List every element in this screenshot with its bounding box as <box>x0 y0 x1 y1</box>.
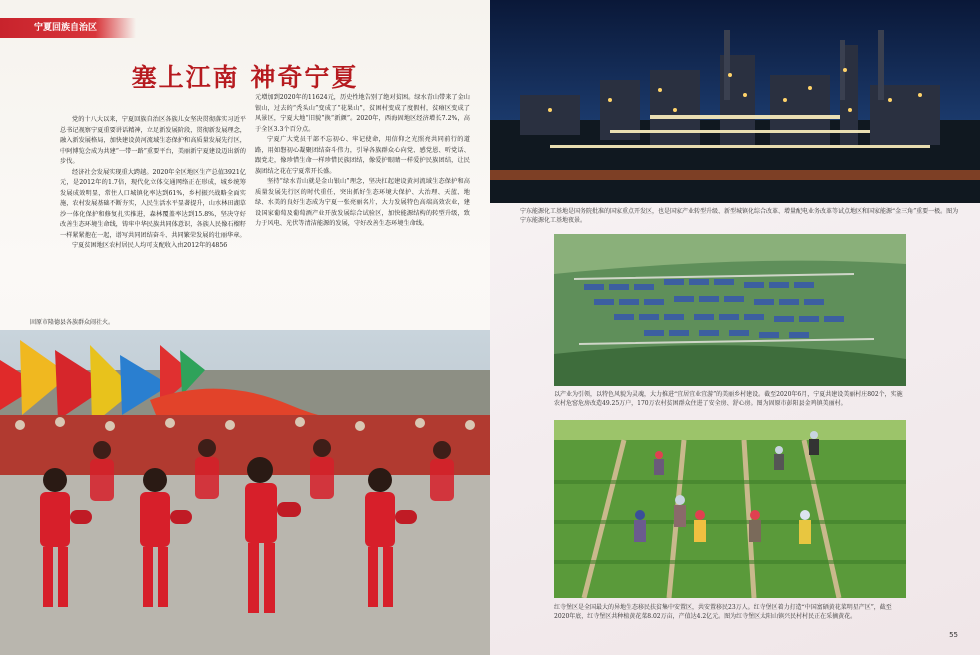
paragraph: 坚持“绿水青山就是金山银山”理念，坚决扛起建设黄河流域生态保护和高质量发展先行区的时代重任，突出抓好生态环境大保护、大治理、天蓝、地绿、水美的良好生态成为宁夏一张亮丽名片，大力发展特色高端高效农业，建设国家葡萄及葡萄酒产业开放发展综合试验区，加快能源结构的转型升级，致力于风电、光伏等清洁能源的发展，守好改善生态环境生命线。 <box>255 178 470 227</box>
paragraph: 元增加到2020年的11624元，历史性地告别了绝对贫困。绿水青山带来了金山银山，过去的“秃头山”变成了“花果山”，贫困村变成了度假村，贫瘠区变成了风景区，宁夏大地“旧貌”换“新颜”。2020年，西海固地区经济增长7.2%，高于全区3.3个百分点。 <box>255 94 470 133</box>
paragraph: 宁夏贫困地区农村居民人均可支配收入由2012年的4856 <box>72 242 228 249</box>
paragraph: 宁夏广大党员干部不忘初心、牢记使命，用信仰之光照亮共同前行的道路，用如磐初心凝聚团结奋斗伟力，引导各族群众心向党、感党恩、听党话、跟党走，像珍惜生命一样珍惜民族团结，像爱护眼睛一样爱护民族团结，让民族团结之花在宁夏常开长盛。 <box>255 136 470 175</box>
page-number: 55 <box>949 631 958 639</box>
energy-base-night-photo <box>490 0 980 203</box>
paragraph: 经济社会发展实现重大跨越。2020年全区地区生产总值3921亿元，是2012年的1.7倍，现代化立体交通网络正在形成，城乡统筹发展成效明显，常住人口城镇化率达到61%，乡村振兴战略全面实施，农村发展基础不断夯实，人民生活水平显著提升，山水林田湖草沙一体化保护和修复扎实推进，森林覆盖率达到15.8%，坚决守好改善生态环境生命线，铸牢中华民族共同体意识，各族人民像石榴籽一样紧紧抱在一起，谱写共同团结奋斗、共同繁荣发展的壮丽华章。 <box>60 168 246 239</box>
paragraph: 党的十八大以来，宁夏回族自治区各族儿女坚决贯彻落实习近平总书记视察宁夏重要讲话精神，立足新发展阶段，贯彻新发展理念，融入新发展格局，加快建设黄河流域生态保护和高质量发展先行区，中阿博览会成为共建“一带一路”重要平台，美丽新宁夏建设迈出新的步伐。 <box>60 116 246 165</box>
daylily-field-photo <box>554 420 906 598</box>
village-aerial-photo <box>554 234 906 386</box>
field-photo-caption: 红寺堡区是全国最大的异地生态移民扶贫集中安置区，共安置移民23万人。红寺堡区着力打造“中国富硒黄花菜明星产区”，截至2020年底，红寺堡区共种植黄花菜8.02万亩，产值达4.2亿元。图为红寺堡区太阳山镇兴民村村民正在采摘黄花。 <box>554 604 892 620</box>
body-column-1 <box>60 115 246 252</box>
article-title: 塞上江南 神奇宁夏 <box>131 63 359 92</box>
energy-photo-caption: 宁东能源化工基地是国务院批准的国家重点开发区，也是国家产业转型升级、新型城镇化综合改革、增量配电业务改革等试点地区和国家能源“金三角”重要一极。图为宁东能源化工基地夜景。 <box>520 208 959 224</box>
dance-photo-caption: 固原市隆德县各族群众闹社火。 <box>30 319 115 326</box>
right-page <box>490 0 980 655</box>
village-photo-caption: 以产业为引领，以特色风貌为灵魂，大力推进“宜居宜业宜游”的美丽乡村建设。截至2020年6月，宁夏共建设美丽村庄802个，实施农村危窑危房改造49.25万户，170万农村贫困群众住进了安全房、舒心房。图为固原市彭阳县金鸡镇美丽村。 <box>554 391 903 407</box>
body-column-2 <box>255 93 470 230</box>
folk-dance-photo <box>0 330 490 655</box>
section-tab: 宁夏回族自治区 <box>0 18 136 38</box>
